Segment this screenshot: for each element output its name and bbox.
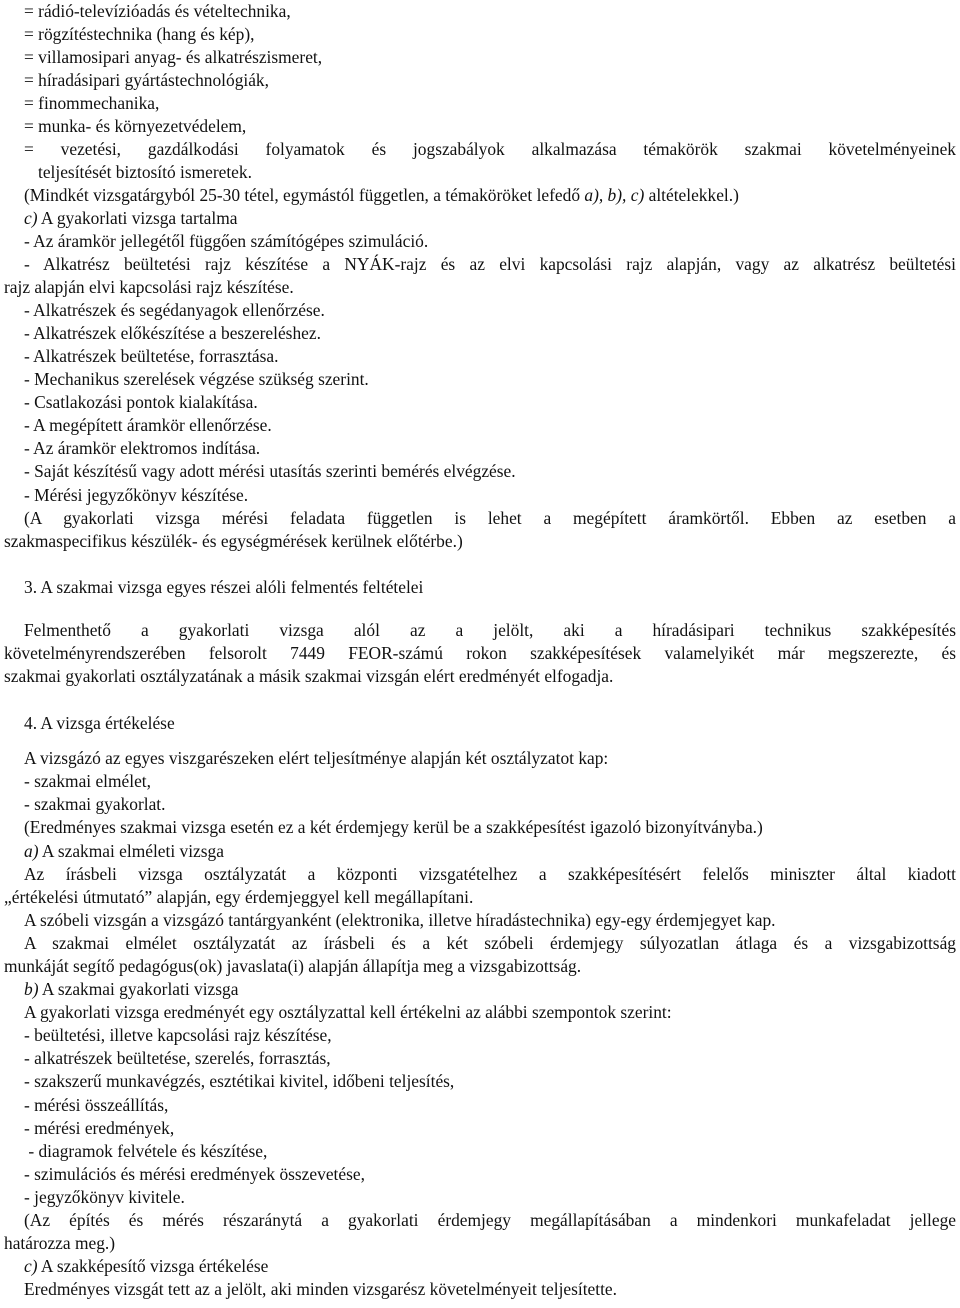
paragraph-line: A szóbeli vizsgán a vizsgázó tantárgyanként (elektronika, illetve híradástechnika) egy-egy érdemjegyet kap. — [24, 910, 776, 930]
list-item-continuation: rajz alapján elvi kapcsolási rajz készítése. — [4, 277, 294, 297]
list-item: - Saját készítésű vagy adott mérési utasítás szerinti bemérés elvégzése. — [24, 461, 516, 481]
note-line: (Eredményes szakmai vizsga esetén ez a két érdemjegy kerül be a szakképesítést igazoló bizonyítványba.) — [24, 817, 763, 837]
section-subheading: b) A szakmai gyakorlati vizsga — [24, 979, 239, 999]
paragraph-line: A vizsgázó az egyes viszgarészeken elért teljesítménye alapján két osztályzatot kap: — [24, 748, 609, 768]
note-line: (Az építés és mérés részaránytá a gyakorlati érdemjegy megállapításában a mindenkori munkafeladat jellege — [24, 1210, 956, 1230]
list-item: - Alkatrészek beültetése, forrasztása. — [24, 346, 279, 366]
note-line: (Mindkét vizsgatárgyból 25-30 tétel, egymástól független, a témaköröket lefedő a), b), c) altételekkel.) — [24, 185, 739, 205]
list-item: - diagramok felvétele és készítése, — [24, 1141, 268, 1161]
section-subheading: c) A szakképesítő vizsga értékelése — [24, 1256, 269, 1276]
section-heading: 3. A szakmai vizsga egyes részei alóli felmentés feltételei — [24, 577, 424, 597]
list-item: = villamosipari anyag- és alkatrészismeret, — [24, 47, 323, 67]
list-item: - Alkatrészek és segédanyagok ellenőrzése. — [24, 300, 325, 320]
list-item: - Az áramkör jellegétől függően számítógépes szimuláció. — [24, 231, 429, 251]
paragraph-line: A szakmai elmélet osztályzatát az írásbeli és a két szóbeli érdemjegy súlyozatlan átlaga és a vizsgabizottság — [24, 933, 956, 953]
list-item: - Az áramkör elektromos indítása. — [24, 438, 261, 458]
list-item: - mérési eredmények, — [24, 1118, 175, 1138]
list-item: - A megépített áramkör ellenőrzése. — [24, 415, 272, 435]
list-item: = rádió-televízióadás és vételtechnika, — [24, 1, 291, 21]
paragraph-line: Az írásbeli vizsga osztályzatát a központi vizsgatételhez a szakképesítésért felelős miniszter által kiadott — [24, 864, 956, 884]
list-item: - Alkatrész beültetési rajz készítése a NYÁK-rajz és az elvi kapcsolási rajz alapján, vagy az alkatrész beültetési — [24, 254, 956, 274]
paragraph-line: Felmenthető a gyakorlati vizsga alól az a jelölt, aki a híradásipari technikus szakképesítés — [24, 620, 956, 640]
paragraph-line: szakmai gyakorlati osztályzatának a másik szakmai vizsgán elért eredményét elfogadja. — [4, 666, 614, 686]
paragraph-line: „értékelési útmutató” alapján, egy érdemjeggyel kell megállapítani. — [4, 887, 474, 907]
list-item: = finommechanika, — [24, 93, 160, 113]
list-item: - szakmai gyakorlat. — [24, 794, 166, 814]
list-item: - Mérési jegyzőkönyv készítése. — [24, 485, 249, 505]
list-item: = munka- és környezetvédelem, — [24, 116, 247, 136]
section-heading: 4. A vizsga értékelése — [24, 713, 175, 733]
section-subheading: c) A gyakorlati vizsga tartalma — [24, 208, 238, 228]
list-item-continuation: teljesítését biztosító ismeretek. — [38, 162, 252, 182]
list-item: - alkatrészek beültetése, szerelés, forrasztás, — [24, 1048, 331, 1068]
list-item: = rögzítéstechnika (hang és kép), — [24, 24, 255, 44]
list-item: - jegyzőkönyv kivitele. — [24, 1187, 185, 1207]
list-item: - Mechanikus szerelések végzése szükség szerint. — [24, 369, 369, 389]
paragraph-line: követelményrendszerében felsorolt 7449 FEOR-számú rokon szakképesítések valamelyikét már megszerezte, és — [4, 643, 956, 663]
list-item: - Alkatrészek előkészítése a beszereléshez. — [24, 323, 321, 343]
list-item: - szakszerű munkavégzés, esztétikai kivitel, időbeni teljesítés, — [24, 1071, 455, 1091]
list-item: - szimulációs és mérési eredmények összevetése, — [24, 1164, 365, 1184]
paragraph-line: A gyakorlati vizsga eredményét egy osztályzattal kell értékelni az alábbi szempontok szerint: — [24, 1002, 672, 1022]
note-line: határozza meg.) — [4, 1233, 116, 1253]
list-item: = vezetési, gazdálkodási folyamatok és jogszabályok alkalmazása témakörök szakmai követelményeinek — [24, 139, 956, 159]
list-item: - szakmai elmélet, — [24, 771, 151, 791]
list-item: - mérési összeállítás, — [24, 1095, 169, 1115]
note-line: (A gyakorlati vizsga mérési feladata független is lehet a megépített áramkörtől. Ebben az esetben a — [24, 508, 956, 528]
paragraph-line: Eredményes vizsgát tett az a jelölt, aki minden vizsgarész követelményeit teljesítette. — [24, 1279, 617, 1299]
note-line: szakmaspecifikus készülék- és egységmérések kerülnek előtérbe.) — [4, 531, 463, 551]
paragraph-line: munkáját segítő pedagógus(ok) javaslata(i) alapján állapítja meg a vizsgabizottság. — [4, 956, 582, 976]
list-item: - Csatlakozási pontok kialakítása. — [24, 392, 258, 412]
section-subheading: a) A szakmai elméleti vizsga — [24, 841, 224, 861]
list-item: = híradásipari gyártástechnológiák, — [24, 70, 269, 90]
list-item: - beültetési, illetve kapcsolási rajz készítése, — [24, 1025, 332, 1045]
